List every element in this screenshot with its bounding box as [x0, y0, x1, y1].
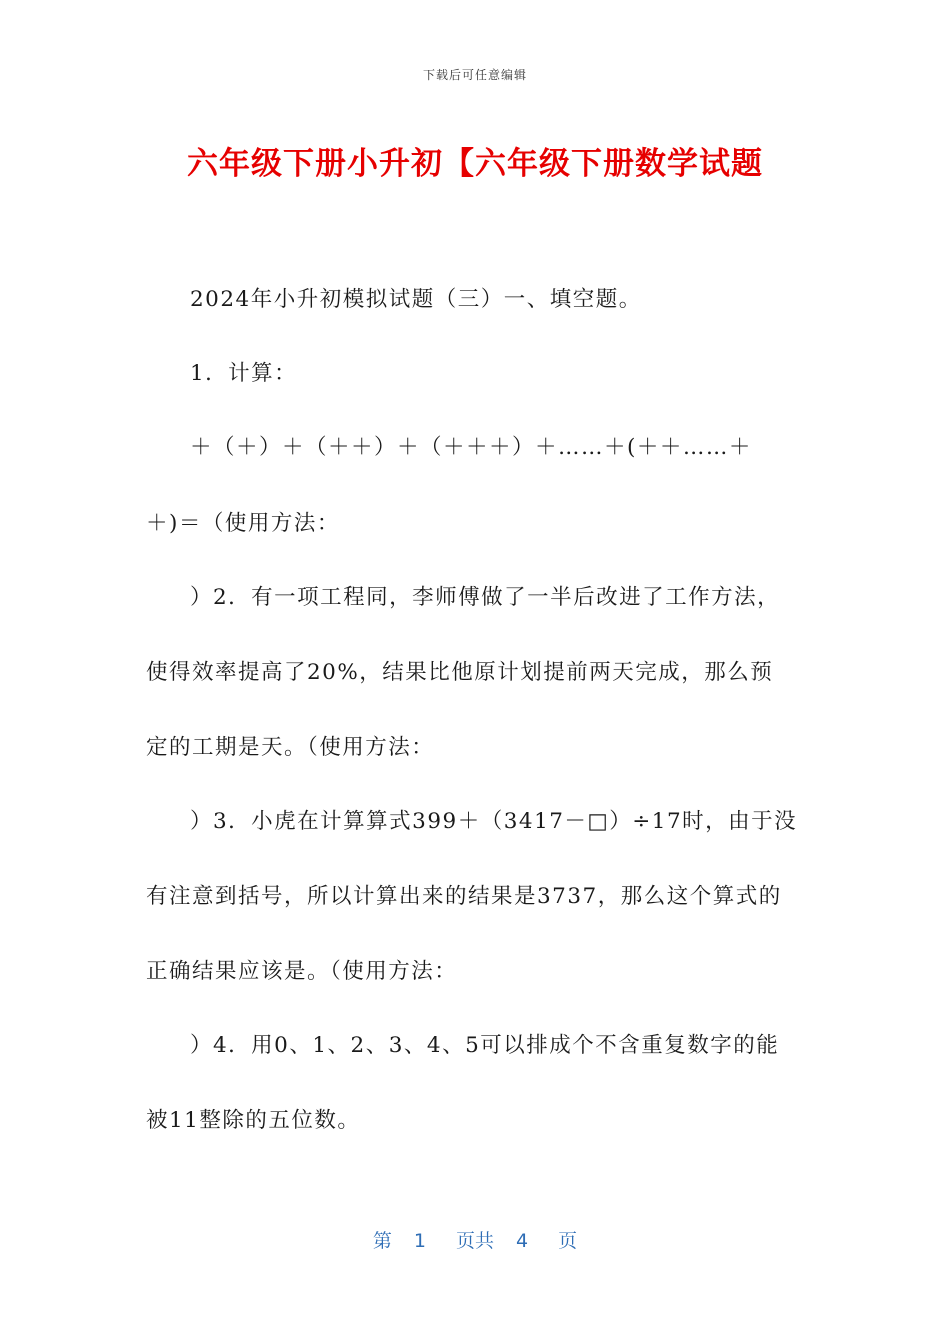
question-3-line-2: 有注意到括号，所以计算出来的结果是3737，那么这个算式的 [146, 884, 782, 909]
question-2-line-2: 使得效率提高了20%，结果比他原计划提前两天完成，那么预 [146, 660, 774, 685]
section-heading: 2024年小升初模拟试题（三）一、填空题。 [190, 287, 642, 312]
question-1-expression: ＋（＋）＋（＋＋）＋（＋＋＋）＋……＋(＋＋……＋ [190, 435, 752, 460]
document-title: 六年级下册小升初【六年级下册数学试题 [187, 146, 763, 182]
question-1-label: 1．计算： [190, 361, 298, 386]
question-4-line-1: ）4．用0、1、2、3、4、5可以排成个不含重复数字的能 [190, 1033, 780, 1058]
question-2-line-3: 定的工期是天。（使用方法： [146, 735, 435, 760]
question-3-line-3: 正确结果应该是。（使用方法： [146, 959, 458, 984]
footer-total-pages: 4 [516, 1230, 529, 1252]
footer-current-page: 1 [413, 1230, 426, 1252]
footer-suffix: 页 [558, 1230, 578, 1252]
footer-prefix: 第 [372, 1230, 392, 1252]
question-3-line-1: ）3．小虎在计算算式399＋（3417－□）÷17时，由于没 [190, 809, 798, 834]
page-footer [0, 1226, 950, 1253]
question-4-line-2: 被11整除的五位数。 [146, 1108, 361, 1133]
question-1-expression-end: ＋)＝（使用方法： [146, 511, 340, 536]
footer-middle: 页共 [455, 1230, 494, 1252]
header-note: 下载后可任意编辑 [422, 68, 527, 82]
question-2-line-1: ）2．有一项工程同，李师傅做了一半后改进了工作方法， [190, 585, 781, 610]
